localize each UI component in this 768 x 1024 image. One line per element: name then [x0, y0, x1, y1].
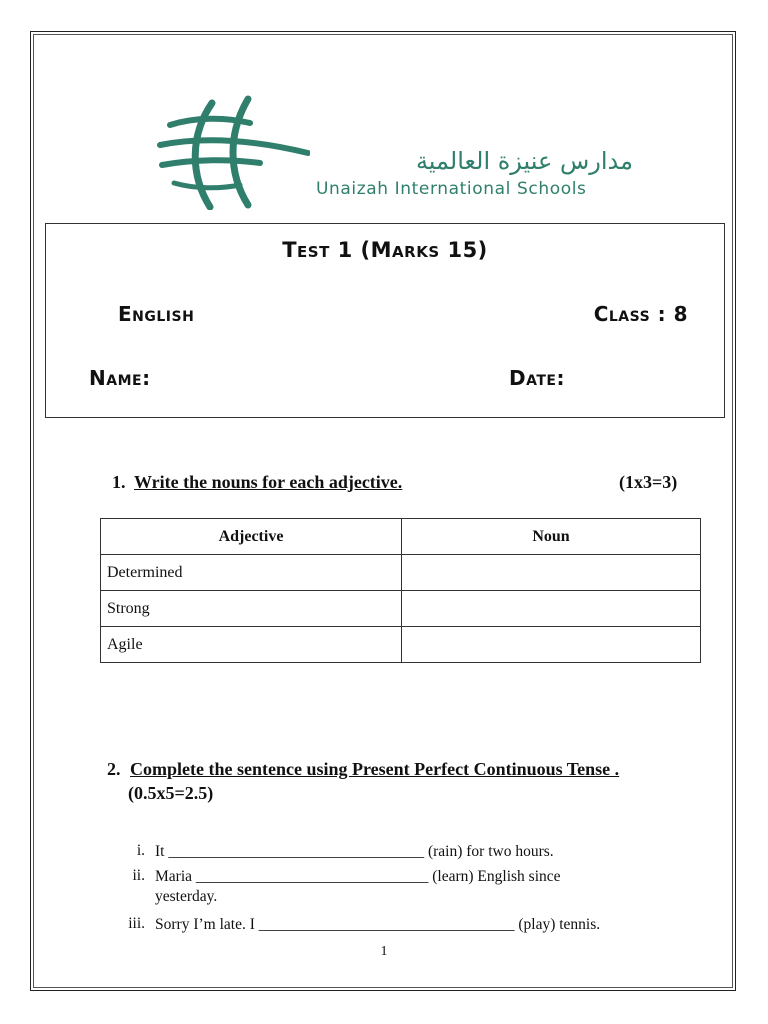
noun-answer-cell[interactable] [402, 555, 701, 591]
school-logo [150, 95, 650, 215]
item-number: ii. [132, 867, 145, 884]
question-2-number: 2. [107, 759, 121, 779]
adjective-noun-table [100, 518, 701, 663]
question-1-number: 1. [112, 472, 126, 492]
test-header-box [45, 223, 725, 418]
question-2-text: Complete the sentence using Present Perfect Continuous Tense . [130, 759, 620, 779]
school-name-english: Unaizah International Schools [316, 179, 587, 199]
item-text: Maria ______________________________ (learn) English since yesterday. [155, 868, 561, 905]
adjective-cell: Agile [101, 627, 402, 663]
question-1-text: Write the nouns for each adjective. [134, 472, 403, 492]
name-label: Name: [89, 366, 151, 390]
date-label: Date: [509, 366, 565, 390]
table-row [101, 555, 701, 591]
table-row [101, 627, 701, 663]
item-text: Sorry I’m late. I _________________________________ (play) tennis. [155, 916, 601, 933]
table-header-row [101, 519, 701, 555]
column-header-noun: Noun [402, 519, 701, 555]
adjective-cell: Strong [101, 591, 402, 627]
class-label: Class : 8 [593, 302, 688, 326]
item-text: It _________________________________ (rain) for two hours. [155, 843, 554, 860]
subject-label: English [118, 302, 195, 326]
question-2-marks: (0.5x5=2.5) [128, 783, 214, 803]
item-number: i. [136, 842, 145, 859]
column-header-adjective: Adjective [101, 519, 402, 555]
item-number: iii. [128, 915, 145, 932]
school-name-arabic: مدارس عنيزة العالمية [415, 147, 633, 175]
table-row [101, 591, 701, 627]
question-1-marks: (1x3=3) [619, 472, 678, 492]
noun-answer-cell[interactable] [402, 591, 701, 627]
globe-logo-icon [150, 95, 310, 210]
page-number: 1 [380, 944, 388, 959]
noun-answer-cell[interactable] [402, 627, 701, 663]
test-title: Test 1 (Marks 15) [282, 238, 488, 262]
adjective-cell: Determined [101, 555, 402, 591]
